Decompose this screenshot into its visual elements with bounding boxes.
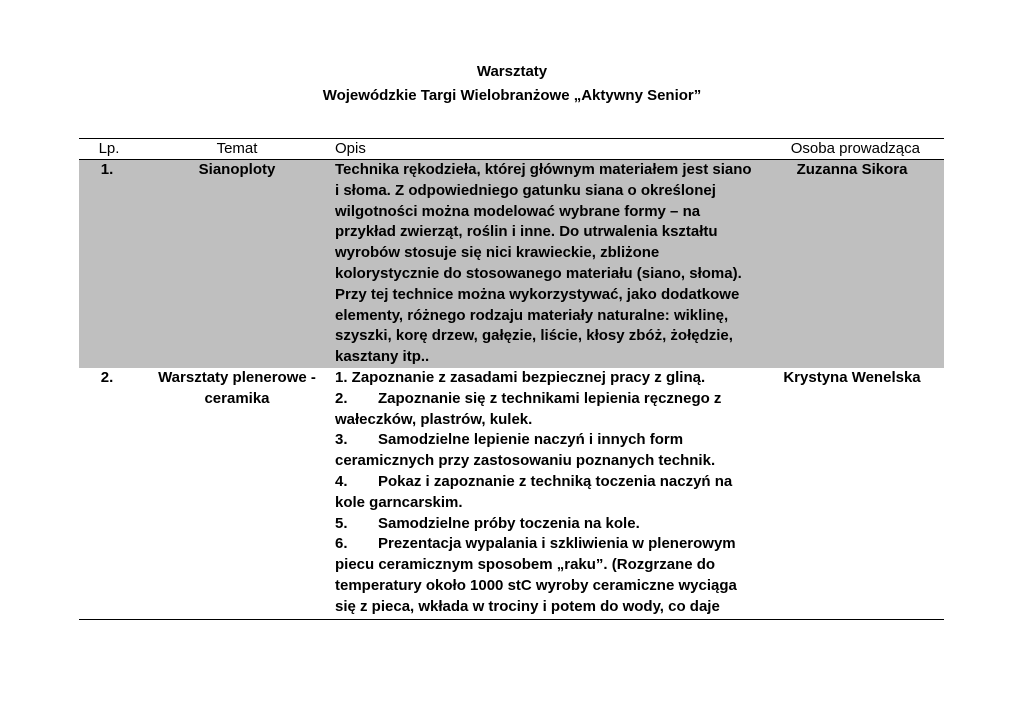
list-item xyxy=(335,514,752,535)
column-header-osoba: Osoba prowadząca xyxy=(760,139,944,160)
column-header-temat: Temat xyxy=(139,139,335,160)
list-item xyxy=(335,389,752,410)
description-line: kasztany itp.. xyxy=(335,348,430,366)
row-description xyxy=(335,160,760,368)
description-line: kole garncarskim. xyxy=(335,493,463,511)
workshops-table xyxy=(79,138,944,620)
column-header-opis: Opis xyxy=(335,139,760,160)
description-line: elementy, różnego rodzaju materiały naturalne: wiklinę, xyxy=(335,306,729,324)
description-line: temperatury około 1000 stC wyroby ceramiczne wyciąga xyxy=(335,576,737,594)
list-item-number: 5. xyxy=(335,514,348,532)
row-number: 2. xyxy=(79,368,139,619)
table-row xyxy=(79,160,944,368)
description-line: wyrobów stosuje się nici krawieckie, zbliżone xyxy=(335,244,660,262)
description-line: kolorystycznie do stosowanego materiału (siano, słoma). xyxy=(335,264,742,282)
row-description xyxy=(335,368,760,619)
table-header-row xyxy=(79,139,944,160)
description-line: 1. Zapoznanie z zasadami bezpiecznej pracy z gliną. xyxy=(335,368,706,386)
list-item-text: Zapoznanie się z technikami lepienia ręcznego z xyxy=(378,389,722,407)
description-line: Przy tej technice można wykorzystywać, jako dodatkowe xyxy=(335,285,740,303)
row-instructor: Krystyna Wenelska xyxy=(760,368,944,619)
list-item xyxy=(335,534,752,555)
row-number: 1. xyxy=(79,160,139,368)
list-item-number: 4. xyxy=(335,472,348,490)
list-item-text: Samodzielne próby toczenia na kole. xyxy=(378,514,640,532)
description-line: wałeczków, plastrów, kulek. xyxy=(335,410,533,428)
list-item-text: Prezentacja wypalania i szkliwienia w plenerowym xyxy=(378,535,736,553)
column-header-lp: Lp. xyxy=(79,139,139,160)
description-line: Technika rękodzieła, której głównym materiałem jest siano xyxy=(335,161,752,178)
list-item-text: Pokaz i zapoznanie z techniką toczenia naczyń na xyxy=(378,472,733,490)
description-line: wilgotności można modelować wybrane formy – na xyxy=(335,202,701,220)
description-line: piecu ceramicznym sposobem „raku”. (Rozgrzane do xyxy=(335,556,716,574)
topic-line: Warsztaty plenerowe - xyxy=(158,368,316,386)
description-line: i słoma. Z odpowiedniego gatunku siana o określonej xyxy=(335,181,716,199)
description-line: ceramicznych przy zastosowaniu poznanych technik. xyxy=(335,452,716,470)
row-topic xyxy=(139,368,335,619)
description-line: przykład zwierząt, roślin i inne. Do utrwalenia kształtu xyxy=(335,223,718,241)
document-subtitle: Wojewódzkie Targi Wielobranżowe „Aktywny Senior” xyxy=(322,87,702,104)
row-topic: Sianoploty xyxy=(139,160,335,368)
list-item-text: Samodzielne lepienie naczyń i innych form xyxy=(378,431,684,449)
list-item xyxy=(335,430,752,451)
document-title: Warsztaty xyxy=(476,63,548,80)
topic-line: ceramika xyxy=(204,389,270,407)
list-item-number: 3. xyxy=(335,431,348,449)
description-line: szyszki, korę drzew, gałęzie, liście, kłosy zbóż, żołędzie, xyxy=(335,327,733,345)
description-line: się z pieca, wkłada w trociny i potem do wody, co daje xyxy=(335,597,720,615)
row-instructor: Zuzanna Sikora xyxy=(760,160,944,368)
table-row xyxy=(79,368,944,619)
list-item-number: 2. xyxy=(335,389,348,407)
list-item xyxy=(335,472,752,493)
list-item-number: 6. xyxy=(335,535,348,553)
